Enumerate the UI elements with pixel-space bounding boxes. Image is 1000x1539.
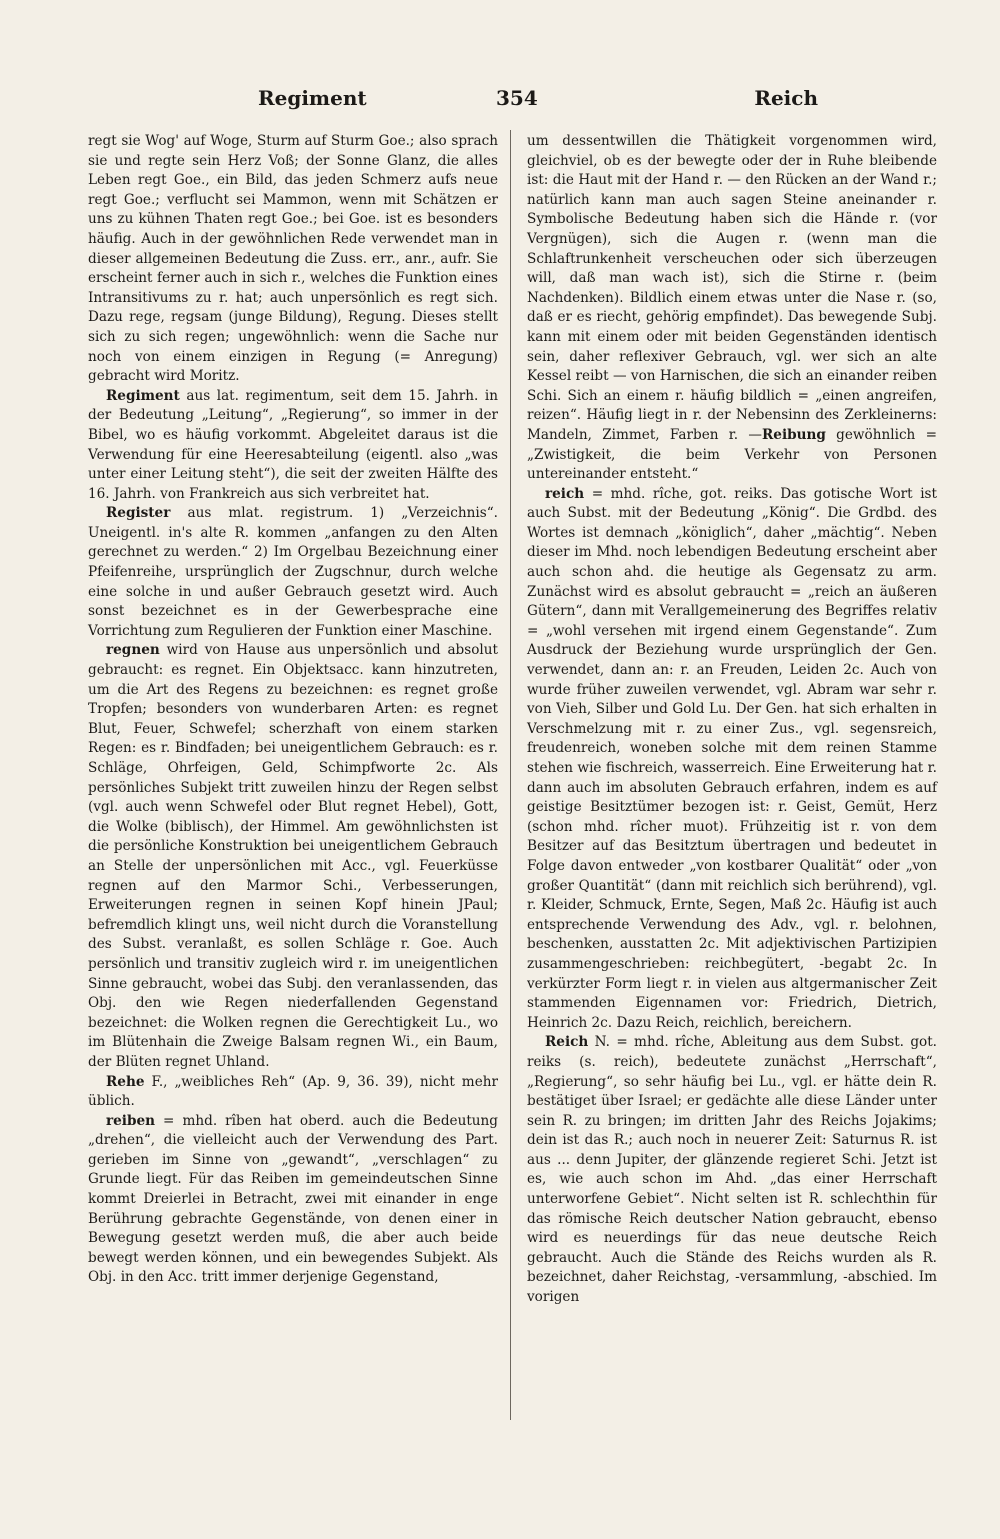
- entry-text: wird von Hause aus unpersönlich und absolut gebraucht: es regnet. Ein Objektsacc. kann hinzutreten, um die Art des Regens zu bezeichnen: es regnet große Tropfen; besonders von wunderbaren Arten: es regnet Blut, Feuer, Schwefel; scherzhaft von einem starken Regen: es r. Bindfaden; bei uneigentlichem Gebrauch: es r. Schläge, Ohrfeigen, Geld, Schimpfworte 2c. Als persönliches Subjekt tritt zuweilen hinzu der Regen selbst (vgl. auch wenn Schwefel oder Blut regnet Hebel), Gott, die Wolke (biblisch), der Himmel. Am gewöhnlichsten ist die persönliche Konstruktion bei uneigentlichem Gebrauch an Stelle der unpersönlichen mit Acc., vgl. Feuerküsse regnen auf den Marmor Schi., Verbesserungen, Erweiterungen regnen in seinen Kopf hinein JPaul; befremdlich klingt uns, weil nicht durch die Voranstellung des Subst. veranlaßt, es sollen Schläge r. Goe. Auch persönlich und transitiv zugleich wird r. im uneigentlichen Sinne gebraucht, wobei das Subj. den veranlassenden, das Obj. den wie Regen niederfallenden Gegenstand bezeichnet: die Wolken regnen die Gerechtigkeit Lu., wo im Blütenhain die Zweige Balsam regnen Wi., ein Baum, der Blüten regnet Uhland.: [88, 642, 498, 1070]
- entry-text: regt sie Wog' auf Woge, Sturm auf Sturm Goe.; also sprach sie und regte sein Herz Voß; der Sonne Glanz, die alles Leben regt Goe., ein Bild, das jeden Schmerz aufs neue regt Goe.; verflucht sei Mammon, wenn mit Schätzen er uns zu kühnen Thaten regt Goe.; bei Goe. ist es besonders häufig. Auch in der gewöhnlichen Rede verwendet man in dieser allgemeinen Bedeutung die Zuss. err., anr., aufr. Sie erscheint ferner auch in sich r., welches die Funktion eines Intransitivums zu r. hat; auch unpersönlich es regt sich. Dazu rege, regsam (junge Bildung), Regung. Dieses stellt sich zu sich regen; ungewöhnlich: wenn die Sache nur noch von einem einzigen in Regung (= Anregung) gebracht wird Moritz.: [88, 133, 498, 385]
- entry-text: = mhd. rîche, got. reiks. Das gotische Wort ist auch Subst. mit der Bedeutung „König“. Die Grdbd. des Wortes ist demnach „königlich“, daher „mächtig“. Neben dieser im Mhd. noch lebendigen Bedeutung erscheint aber auch schon ahd. die heutige als Gegensatz zu arm. Zunächst wird es absolut gebraucht = „reich an äußeren Gütern“, dann mit Verallgemeinerung des Begriffes relativ = „wohl versehen mit irgend einem Gegenstande“. Zum Ausdruck der Beziehung wurde ursprünglich der Gen. verwendet, dann an: r. an Freuden, Leiden 2c. Auch von wurde früher zuweilen verwendet, vgl. Abram war sehr r. von Vieh, Silber und Gold Lu. Der Gen. hat sich erhalten in Verschmelzung mit r. zu einer Zus., vgl. segensreich, freudenreich, woneben solche mit dem reinen Stamme stehen wie fischreich, wasserreich. Eine Erweiterung hat r. dann auch im absoluten Gebrauch erfahren, indem es auf geistige Besitztümer bezogen ist: r. Geist, Gemüt, Herz (schon mhd. rîcher muot). Frühzeitig ist r. von dem Besitzer auf das Besitztum übertragen und bedeutet in Folge davon entweder „von kostbarer Qualität“ oder „von großer Quantität“ (dann mit reichlich sich berührend), vgl. r. Kleider, Schmuck, Ernte, Segen, Maß 2c. Häufig ist auch entsprechende Verwendung des Adv., vgl. r. belohnen, beschenken, ausstatten 2c. Mit adjektivischen Partizipien zusammengeschrieben: reichbegütert, -begabt 2c. In verkürzter Form liegt r. in vielen aus altgermanischer Zeit stammenden Eigennamen vor: Friedrich, Dietrich, Heinrich 2c. Dazu Reich, reichlich, bereichern.: [527, 485, 937, 1031]
- entry-continuation: [88, 132, 498, 387]
- entry-lemma: reiben: [106, 1112, 156, 1129]
- entry: [88, 641, 498, 1072]
- entry-lemma: regnen: [106, 642, 160, 659]
- entry-lemma: Reich: [545, 1034, 589, 1051]
- entry-text: um dessentwillen die Thätigkeit vorgenommen wird, gleichviel, ob es der bewegte oder der in Ruhe bleibende ist: die Haut mit der Hand r. — den Rücken an der Wand r.; natürlich kann man auch sagen Steine aneinander r. Symbolische Bedeutung haben sich die Hände r. (vor Vergnügen), sich die Augen r. (wenn man die Schlaftrunkenheit verscheuchen oder sich überzeugen will, daß man wach ist), sich die Stirne r. (beim Nachdenken). Bildlich einem etwas unter die Nase r. (so, daß er es riecht, gehörig empfindet). Das bewegende Subj. kann mit einem oder mit beiden Gegenständen identisch sein, daher reflexiver Gebrauch, vgl. wer sich an alte Kessel reibt — von Harnischen, die sich an einander reiben Schi. Sich an einem r. häufig bildlich = „einen angreifen, reizen“. Häufig liegt in r. der Nebensinn des Zerkleinerns: Mandeln, Zimmet, Farben r. —: [527, 133, 937, 443]
- column-divider: [510, 130, 511, 1420]
- entry-lemma: Reibung: [762, 426, 826, 443]
- entry-text: aus mlat. registrum. 1) „Verzeichnis“. Uneigentl. in's alte R. kommen „anfangen zu den Alten gerechnet zu werden.“ 2) Im Orgelbau Bezeichnung einer Pfeifenreihe, ursprünglich der Zugschnur, durch welche eine solche in und außer Gebrauch gesetzt wird. Auch sonst bezeichnet es in der Gewerbesprache eine Vorrichtung zum Regulieren der Funktion einer Maschine.: [88, 505, 498, 639]
- entry-text: F., „weibliches Reh“ (Ap. 9, 36. 39), nicht mehr üblich.: [88, 1073, 498, 1110]
- entry-lemma: Regiment: [106, 387, 180, 404]
- entry-continuation: [527, 132, 937, 485]
- entry: [527, 485, 937, 1034]
- entry-lemma: Register: [106, 505, 171, 522]
- header-right-catchword: Reich: [754, 86, 818, 110]
- running-header: [88, 86, 938, 120]
- header-left-catchword: Regiment: [258, 86, 367, 110]
- entry: [88, 1073, 498, 1112]
- entry-lemma: reich: [545, 485, 585, 502]
- entry: [527, 1033, 937, 1307]
- entry: [88, 504, 498, 641]
- entry: [88, 1112, 498, 1288]
- entry-text: = mhd. rîben hat oberd. auch die Bedeutung „drehen“, die vielleicht auch der Verwendung des Part. gerieben im Sinne von „gewandt“, „verschlagen“ zu Grunde liegt. Für das Reiben im gemeindeutschen Sinne kommt Dreierlei in Betracht, zwei mit einander in enge Berührung gebrachte Gegenstände, von denen einer in Bewegung gesetzt werden muß, die aber auch beide bewegt werden können, und ein bewegendes Subjekt. Als Obj. in den Acc. tritt immer derjenige Gegenstand,: [88, 1112, 498, 1286]
- entry-lemma: Rehe: [106, 1073, 145, 1090]
- entry: [88, 387, 498, 505]
- entry-text: N. = mhd. rîche, Ableitung aus dem Subst. got. reiks (s. reich), bedeutete zunächst „Herrschaft“, „Regierung“, so sehr häufig bei Lu., vgl. er hätte dein R. bestätiget über Israel; er gedächte alle diese Länder unter sein R. zu bringen; im dritten Jahr des Reichs Jojakims; dein ist das R.; auch noch in neuerer Zeit: Saturnus R. ist aus ... denn Jupiter, der glänzende regieret Schi. Jetzt ist es, wie auch schon im Ahd. „das einer Herrschaft unterworfene Gebiet“. Nicht selten ist R. schlechthin für das römische Reich deutscher Nation gebraucht, ebenso wird es neuerdings für das neue deutsche Reich gebraucht. Auch die Stände des Reichs wurden als R. bezeichnet, daher Reichstag, -versammlung, -abschied. Im vorigen: [527, 1034, 937, 1306]
- left-column: [88, 132, 498, 1288]
- entry-text: gewöhnlich = „Zwistigkeit, die beim Verkehr von Personen untereinander entsteht.“: [527, 426, 937, 483]
- entry-text: aus lat. regimentum, seit dem 15. Jahrh. in der Bedeutung „Leitung“, „Regierung“, so immer in der Bibel, wo es häufig vorkommt. Abgeleitet daraus ist die Verwendung für eine Heeresabteilung (eigentl. also „was unter einer Leitung steht“), die seit der zweiten Hälfte des 16. Jahrh. von Frankreich aus sich verbreitet hat.: [88, 387, 498, 502]
- page-number: 354: [496, 86, 538, 110]
- right-column: [527, 132, 937, 1308]
